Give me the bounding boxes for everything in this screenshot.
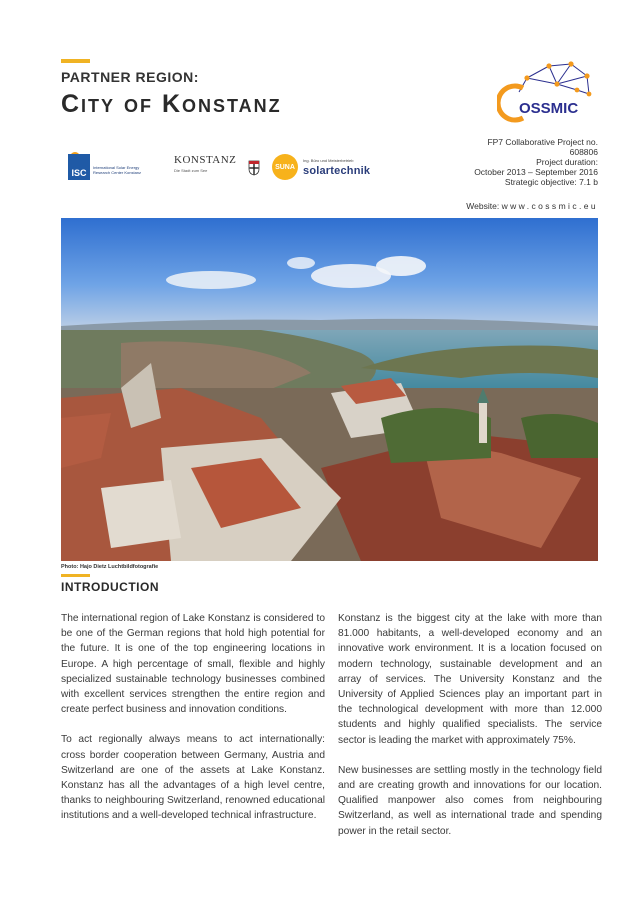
project-info (438, 137, 598, 187)
intro-column-right (338, 611, 602, 854)
page-kicker: PARTNER REGION: (61, 69, 199, 85)
photo-credit: Photo: Hajo Dietz Luchtbildfotografie (61, 564, 159, 570)
intro-paragraph: To act regionally always means to act internationally: cross border cooperation between Germany, Austria and Switzerland are one of the assets at Lake Konstanz. Konstanz has all the advantages of a high level centre, thanks to neighbouring Switzerland, renowned educational institutions and a well-developed technical infrastructure. (61, 734, 325, 822)
intro-paragraph: Konstanz is the biggest city at the lake with more than 81.000 habitants, a well-developed economy and an innovative work environment. It is a location focused on modern technology, sustainable development and an array of services. The University Konstanz and the University of Applied Sciences play an important part in the technological development with more than 12.000 students and highly qualified specialists. The service sector is leading the market with approximately 75%. (338, 613, 602, 746)
strategic-objective: Strategic objective: 7.1 b (504, 177, 598, 187)
intro-heading: INTRODUCTION (61, 580, 159, 594)
project-line-1: FP7 Collaborative Project no. (487, 137, 598, 147)
website-label: Website: (466, 201, 500, 211)
konstanz-aerial-photo (61, 218, 598, 561)
cossmic-logo-word: OSSMIC (519, 100, 579, 117)
solar-subtitle: Ing. Büro und Meisterbetrieb (303, 158, 354, 163)
cossmic-logo (497, 58, 601, 124)
project-duration: October 2013 – September 2016 (474, 167, 598, 177)
konstanz-logo (174, 152, 264, 186)
solar-wordmark: solartechnik (303, 165, 371, 177)
konstanz-tagline: Die Stadt zum See (174, 168, 208, 173)
konstanz-wordmark: KONSTANZ (174, 154, 237, 166)
website-link[interactable]: www.cossmic.eu (501, 201, 598, 211)
project-number: 608806 (569, 147, 598, 157)
konstanz-shield-icon (248, 160, 260, 176)
solar-sun-icon: SUNA (272, 154, 298, 180)
intro-column-left (61, 611, 325, 839)
intro-paragraph: New businesses are settling mostly in the technology field and are creating growth and innovations for our location. Qualified manpower also comes from neighbouring Switzerland, as well as international trade and spending power in the retail sector. (338, 764, 602, 837)
website-line (466, 201, 598, 211)
page-title: City of Konstanz (61, 90, 282, 118)
project-duration-label: Project duration: (536, 157, 598, 167)
solartechnik-logo (272, 152, 372, 186)
intro-accent-rule (61, 574, 90, 577)
isc-mark: ISC (68, 154, 90, 180)
header-accent-rule (61, 59, 90, 63)
intro-paragraph: The international region of Lake Konstanz is considered to be one of the German regions that hold high potential for the future. It is one of the top engineering locations in Europe. A high percentage of small, flexible and highly specialized sustainable technology businesses combined with excellent services strengthen the entire region and create perfect business and innovation conditions. (61, 613, 325, 716)
isc-logo (66, 152, 154, 186)
isc-name: International Solar Energy Research Center Konstanz (93, 165, 142, 175)
